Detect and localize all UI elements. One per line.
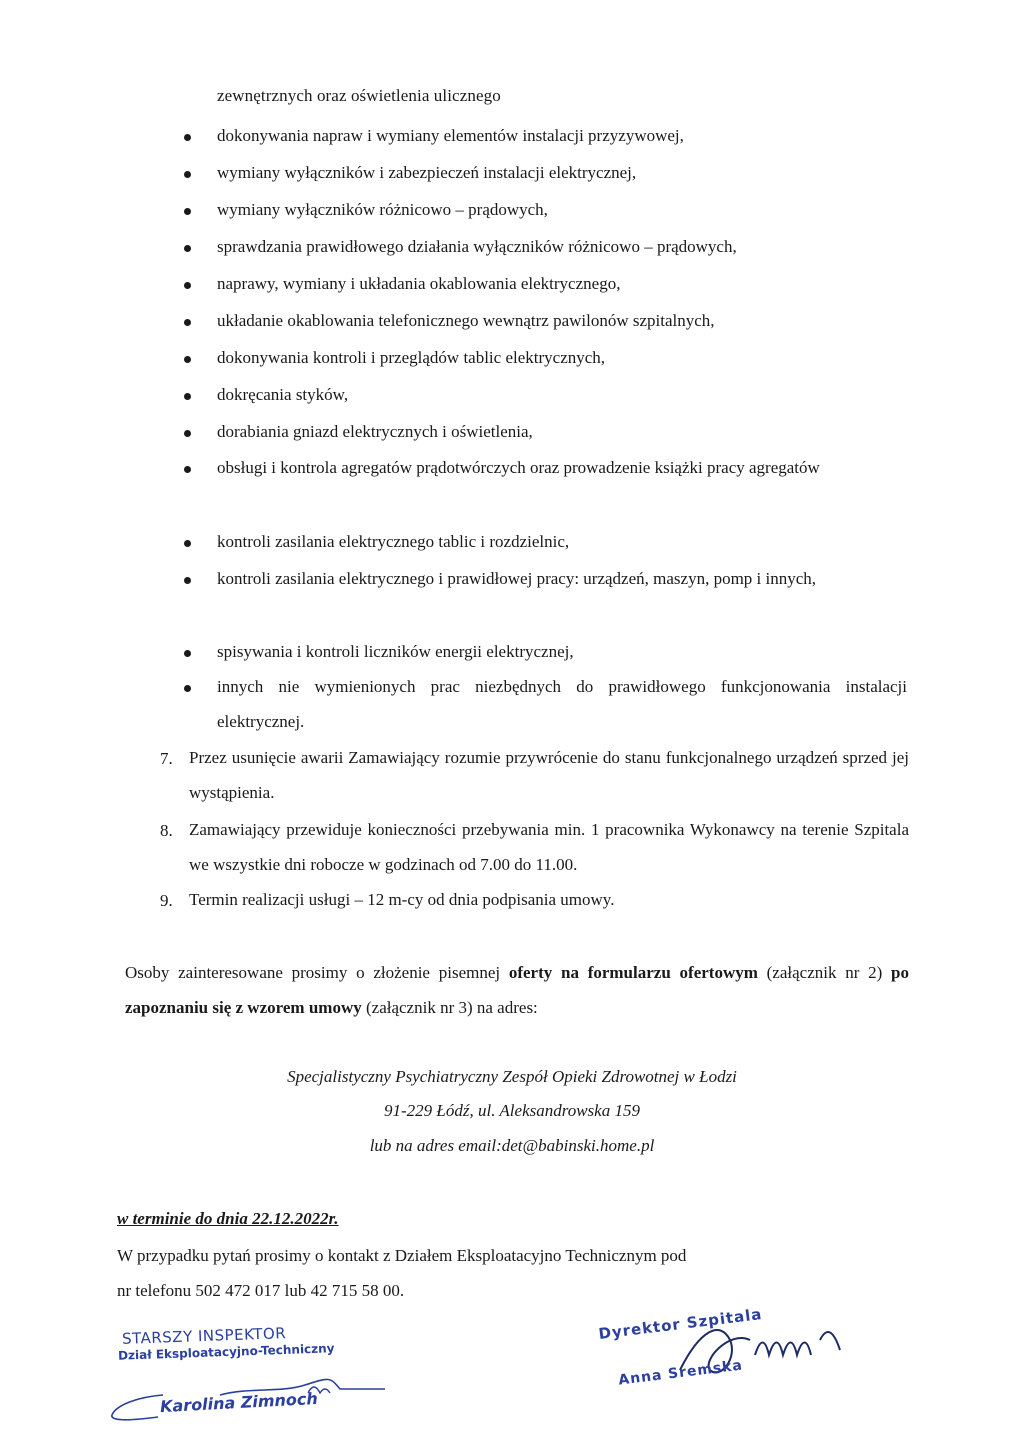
bullet-icon	[184, 171, 191, 178]
address-line: 91-229 Łódź, ul. Aleksandrowska 159	[384, 1101, 640, 1120]
bullet-icon	[184, 245, 191, 252]
bullet-icon	[184, 393, 191, 400]
bullet-icon	[184, 685, 191, 692]
inspector-stamp: STARSZY INSPEKTOR Dział Eksploatacyjno-Techniczny Karolina Zimnoch	[110, 1327, 390, 1427]
bullet-icon	[184, 134, 191, 141]
bullet-icon	[184, 466, 191, 473]
invitation-paragraph: Osoby zainteresowane prosimy o złożenie pisemnej oferty na formularzu ofertowym (załącznik nr 2) po zapoznaniu się z wzorem umowy (załącznik nr 3) na adres:	[125, 963, 909, 1017]
bullet-icon	[184, 319, 191, 326]
signature-swash	[108, 1387, 168, 1427]
director-stamp: Dyrektor Szpitala Anna Sremska	[590, 1305, 860, 1405]
bullet-icon	[184, 356, 191, 363]
address-line: Specjalistyczny Psychiatryczny Zespół Opieki Zdrowotnej w Łodzi	[287, 1067, 737, 1086]
contact-info: W przypadku pytań prosimy o kontakt z Działem Eksploatacyjno Technicznym pod nr telefonu 502 472 017 lub 42 715 58 00.	[117, 1246, 687, 1300]
bullet-icon	[184, 430, 191, 437]
deadline: w terminie do dnia 22.12.2022r.	[117, 1209, 339, 1228]
bullet-icon	[184, 208, 191, 215]
list-continuation: zewnętrznych oraz oświetlenia ulicznego	[217, 86, 501, 105]
bullet-icon	[184, 650, 191, 657]
document-page: zewnętrznych oraz oświetlenia ulicznego dokonywania napraw i wymiany elementów instalacji przyzywowej, wymiany wyłączników i zabezpieczeń instalacji elektrycznej, wymiany wyłączników różnicowo – prądowych, sprawdzania prawidłowego działania wyłączników różnicowo – prądowych, naprawy, wymiany i układania okablowania elektrycznego, układanie okablowania telefonicznego wewnątrz pawilonów szpitalnych, dokonywania kontroli i przeglądów tablic elektrycznych, dokręcania styków, dorabiania gniazd elektrycznych i oświetlenia, obsługi i kontrola agregatów prądotwórczych oraz prowadzenie książki pracy agregatów kontroli zasilania elektrycznego tablic i rozdzielnic, kontroli zasilania elektrycznego i prawidłowej pracy: urządzeń, maszyn, pomp i innych, spisywania i kontroli liczników energii elektrycznej, innych nie wymienionych prac niezbędnych do prawidłowego funkcjonowania instalacji elektrycznej. 7. Przez usunięcie awarii Zamawiający rozumie przywrócenie do stanu funkcjonalnego urządzeń sprzed jej wystąpienia. 8. Zamawiający przewiduje konieczności przebywania min. 1 pracownika Wykonawcy na terenie Szpitala we wszystkie dni robocze w godzinach od 7.00 do 11.00. 9. Termin realizacji usługi – 12 m-cy od dnia podpisania umowy. Osoby zainteresowane prosimy o złożenie pisemnej oferty na formularzu ofertowym (załącznik nr 2) po zapoznaniu się z wzorem umowy (załącznik nr 3) na adres: Specjalistyczny Psychiatryczny Zespół Opieki Zdrowotnej w Łodzi 91-229 Łódź, ul. Aleksandrowska 159 lub na adres email:det@babinski.home.pl w terminie do dnia 22.12.2022r. W przypadku pytań prosimy o kontakt z Działem Eksploatacyjno Technicznym pod nr telefonu 502 472 017 lub 42 715 58 00. STARSZY INSPEKTOR Dział Eksploatacyjno-Techniczny Karolina Zimnoch Dyrektor Szpitala Anna Sremska	[0, 0, 1024, 1448]
bullet-icon	[184, 282, 191, 289]
address-email: lub na adres email:det@babinski.home.pl	[369, 1136, 655, 1155]
bullet-icon	[184, 540, 191, 547]
bullet-icon	[184, 577, 191, 584]
